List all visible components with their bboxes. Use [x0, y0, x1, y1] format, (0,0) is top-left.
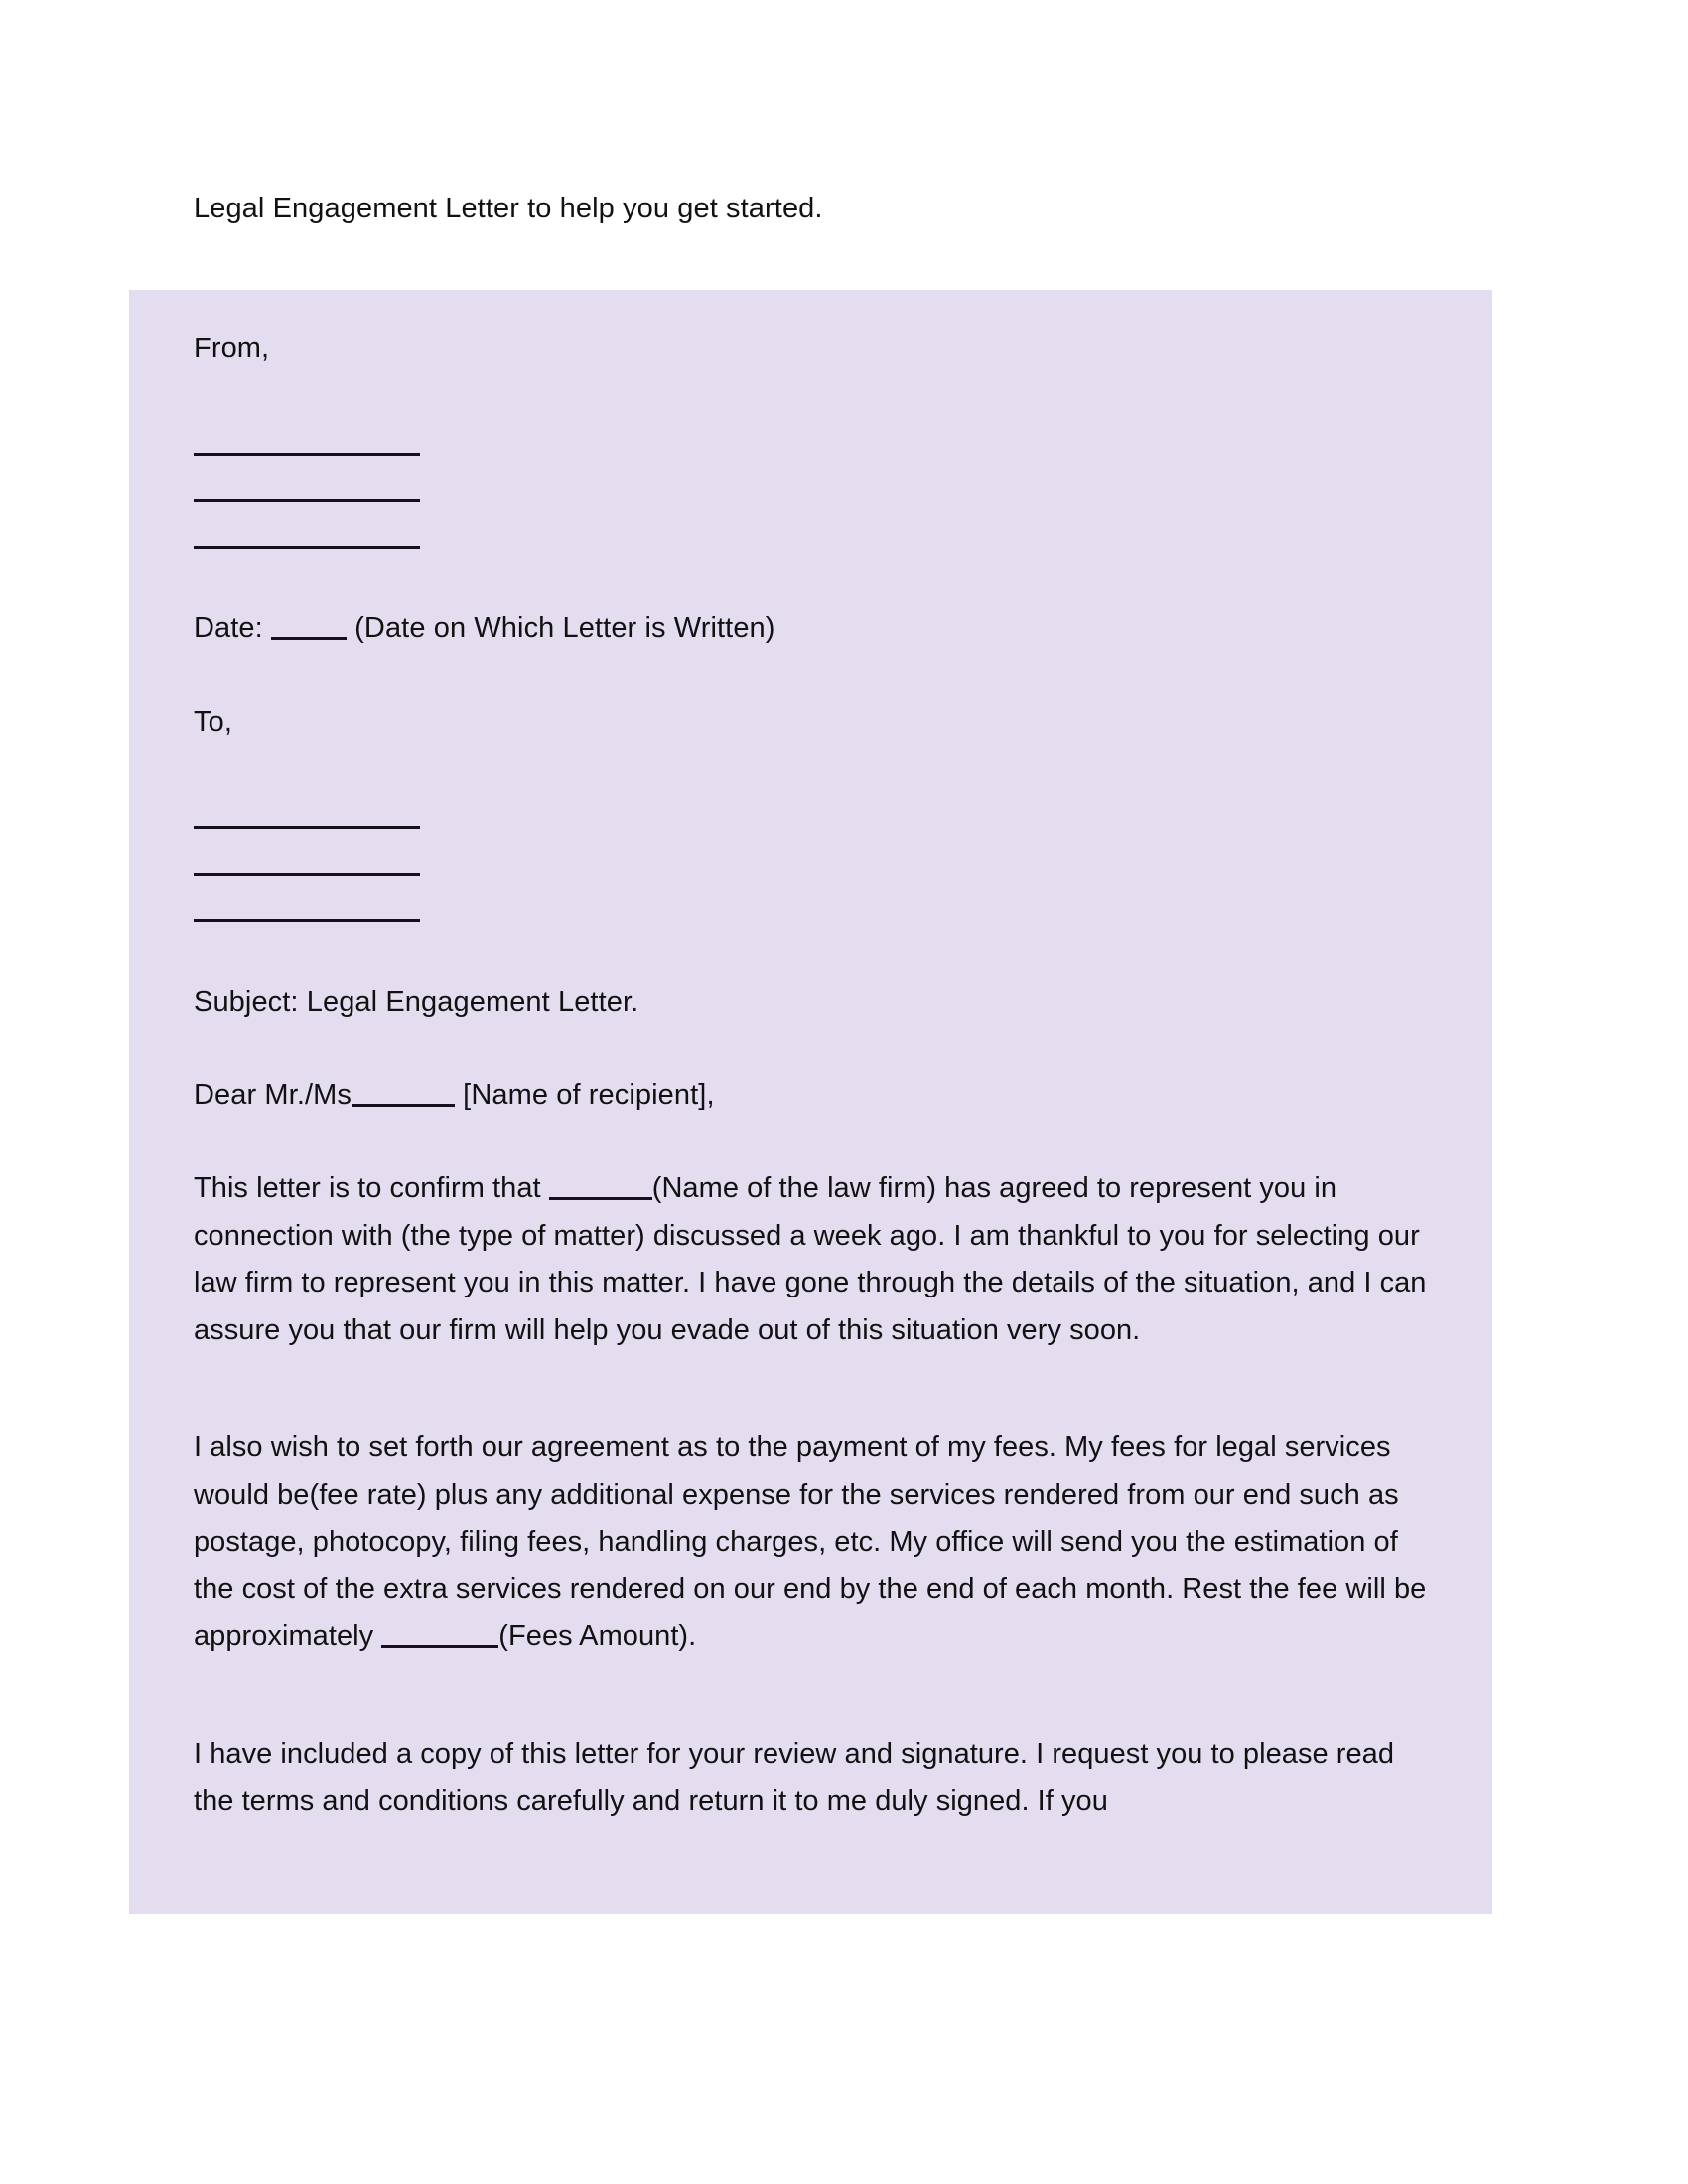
salutation-suffix: [Name of recipient], — [455, 1079, 715, 1111]
paragraph-3-part-1: I have included a copy of this letter for your review and signature. I request you to please read the terms and conditions carefully and return it to me duly signed. If you — [194, 1737, 1395, 1817]
paragraph-2-part-2: (Fees Amount). — [498, 1620, 697, 1652]
paragraph-1 — [194, 1165, 1430, 1354]
paragraph-3 — [194, 1731, 1430, 1826]
date-label: Date: — [194, 613, 271, 644]
letter-body-block — [129, 290, 1492, 1914]
from-address-line-1 — [194, 419, 1467, 466]
spacer — [194, 1354, 1467, 1378]
recipient-name-blank-field — [352, 1082, 455, 1107]
spacer — [194, 1378, 1467, 1425]
spacer — [194, 1119, 1467, 1165]
blank-rule — [194, 873, 420, 876]
from-label: From, — [194, 333, 270, 364]
from-address-line-2 — [194, 466, 1467, 512]
blank-rule — [194, 499, 420, 502]
spacer — [194, 1685, 1467, 1731]
spacer — [194, 1025, 1467, 1072]
spacer — [194, 652, 1467, 699]
date-note: (Date on Which Letter is Written) — [346, 613, 775, 644]
spacer — [194, 559, 1467, 606]
to-address-line-2 — [194, 839, 1467, 886]
spacer — [194, 746, 1467, 792]
subject-line: Subject: Legal Engagement Letter. — [194, 986, 639, 1018]
paragraph-2 — [194, 1425, 1430, 1661]
paragraph-1-part-1: This letter is to confirm that — [194, 1172, 549, 1204]
date-line — [194, 606, 1467, 652]
salutation-line — [194, 1072, 1467, 1119]
blank-rule — [194, 826, 420, 829]
salutation-prefix: Dear Mr./Ms — [194, 1079, 352, 1111]
blank-rule — [194, 546, 420, 549]
blank-rule — [194, 919, 420, 922]
to-label: To, — [194, 706, 232, 738]
spacer — [194, 932, 1467, 979]
date-blank-field — [271, 615, 347, 640]
to-address-line-3 — [194, 886, 1467, 932]
page-title: Legal Engagement Letter to help you get started. — [194, 193, 823, 224]
blank-rule — [194, 453, 420, 456]
fees-amount-blank-field — [381, 1623, 498, 1648]
paragraph-2-part-1: I also wish to set forth our agreement as to the payment of my fees. My fees for legal services would be(fee rate) plus any additional expense for the services rendered from our end such as postage, photocopy, filing fees, handling charges, etc. My office will send you the estimation of the cost of the extra services rendered on our end by the end of each month. Rest the fee will be approximately — [194, 1432, 1427, 1652]
spacer — [194, 372, 1467, 419]
to-address-line-1 — [194, 792, 1467, 839]
paragraph-1-part-2: (Name of the law firm) has agreed to represent you in connection with (the type of matter) discussed a week ago. I am thankful to you for selecting our law firm to represent you in this matter. I have gone through the details of the situation, and I can assure you that our firm will help you evade out of this situation very soon. — [194, 1172, 1427, 1346]
spacer — [194, 1661, 1467, 1685]
from-address-line-3 — [194, 512, 1467, 559]
law-firm-name-blank-field — [549, 1175, 652, 1200]
